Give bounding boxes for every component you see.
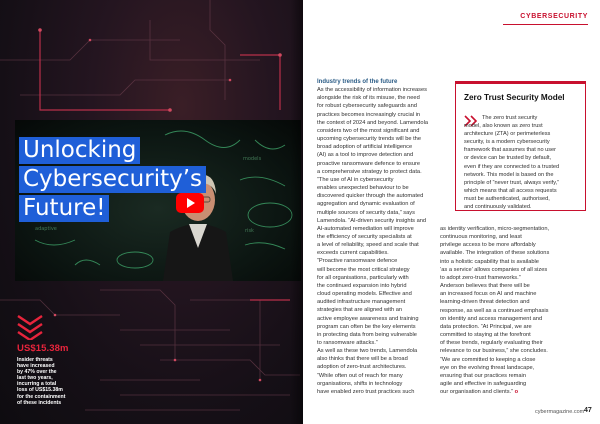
article-line: Anderson believes that there will be [440, 283, 530, 290]
article-line: continuous monitoring, and least [440, 234, 522, 241]
article-line: as identity verification, micro-segmentation, [440, 226, 550, 232]
article-line: the efficiency of security specialists at [317, 233, 412, 240]
article-line: organisations, shifts in technology [317, 380, 403, 387]
article-line: a level of reliability, speed and scale that [317, 242, 419, 249]
sidebar-line: even if they are connected to a trusted [464, 163, 560, 170]
stat-caption-line: of these incidents [17, 399, 62, 406]
article-line: into a holistic capability that is available [440, 258, 539, 265]
page-number: 47 [584, 407, 592, 414]
article-line: “While often out of reach for many [317, 372, 403, 379]
article-column-2 [440, 225, 576, 396]
article-line: also thinks that there will be a broad [317, 356, 408, 363]
article-column-1 [317, 78, 443, 396]
article-line: learning-driven threat detection and [440, 299, 530, 306]
video-thumbnail[interactable] [15, 120, 301, 281]
article-line: the context of 2024 and beyond. Lamendola [317, 119, 428, 126]
article-line: on identity and access management and [440, 315, 543, 322]
article-line: broad adoption of artificial intelligence [317, 144, 413, 151]
article-line: (AI) as a tool to improve detection and [317, 152, 414, 159]
article-line: proactive ransomware defence to ensure [317, 160, 421, 167]
stat-caption-line: loss of US$15.38m [17, 387, 63, 394]
article-line: practices becomes increasingly crucial in [317, 111, 421, 118]
sidebar-line: and continuously validated. [464, 204, 532, 211]
sidebar-line: which means that all access requests [464, 187, 557, 194]
youtube-play-icon[interactable] [176, 193, 204, 213]
stat-caption [17, 357, 83, 406]
video-title-line-2: Cybersecurity’s [19, 166, 206, 193]
stat-caption-line: by 47% over the [17, 369, 57, 376]
footer-url[interactable]: cybermagazine.com [535, 409, 585, 415]
article-line: will become the most critical strategy [317, 266, 410, 273]
article-line: our organisation and clients.” o [440, 389, 519, 396]
article-line: audited infrastructure management [317, 299, 406, 306]
article-line: active employee awareness and training [317, 315, 419, 322]
sidebar-line: model, also known as zero trust [464, 123, 543, 130]
stat-caption-line: for the containment [17, 393, 66, 400]
article-line: committed to staying at the forefront [440, 332, 531, 339]
sidebar-body [464, 114, 584, 211]
section-heading: Industry trends of the future [317, 79, 398, 85]
sidebar-line: or device can be trusted by default, [464, 155, 552, 162]
right-page [303, 0, 600, 424]
article-line: As the accessibility of information increases [317, 87, 428, 94]
zero-trust-sidebar [455, 81, 586, 211]
sidebar-title: Zero Trust Security Model [464, 93, 565, 102]
article-line: program can often be the key elements [317, 323, 416, 330]
article-line: upcoming cybersecurity trends will be the [317, 136, 422, 143]
article-line: relevance to our business,” she concludes. [440, 348, 548, 355]
stat-caption-line: last two years, [17, 375, 53, 382]
article-line: enables unexpected behaviour to be [317, 185, 409, 192]
article-line: the continued expansion into hybrid [317, 282, 407, 289]
article-line: As well as these two trends, Lamendola [317, 348, 418, 355]
sidebar-line: network. This model is based on the [464, 171, 554, 178]
end-of-article-mark: o [513, 389, 519, 396]
article-line: multiple sources of security data,” says [317, 209, 415, 216]
article-line: to adopt zero-trust frameworks.” [440, 274, 521, 281]
shield-chevron-icon [16, 310, 44, 340]
article-line: “The use of AI in cybersecurity [317, 176, 394, 183]
article-line: data protection. “At Principal, we are [440, 323, 532, 330]
article-line: ‘as a service’ allows companies of all sizes [440, 266, 548, 273]
article-line: for robust cybersecurity safeguards and [317, 103, 417, 110]
article-line: privilege access to be more affordably [440, 242, 536, 249]
svg-text:models: models [243, 156, 262, 162]
sidebar-line: architecture (ZTA) or perimeterless [464, 131, 551, 138]
article-line: an increased focus on AI and machine [440, 291, 537, 298]
article-line: response, as well as a continued emphasis [440, 307, 549, 314]
article-line: ensuring that our practices remain [440, 372, 526, 379]
video-title-line-1: Unlocking [19, 137, 140, 164]
article-line: Lamendola. “AI-driven security insights and [317, 217, 427, 224]
article-line: available. The integration of these solutions [440, 250, 550, 257]
sidebar-line: The zero trust security [482, 115, 538, 121]
article-line: have enabled zero trust practices such [317, 388, 415, 395]
sidebar-line: must be authenticated, authorised, [464, 195, 550, 202]
video-title-line-3: Future! [19, 195, 109, 222]
article-line: aggregation and dynamic evaluation of [317, 201, 415, 208]
article-line: “Proactive ransomware defence [317, 258, 398, 265]
article-line: AI-automated remediation will improve [317, 225, 414, 232]
article-line: of these trends, regularly evaluating their [440, 340, 543, 347]
sidebar-line: framework that assumes that no user [464, 147, 557, 154]
section-tag-rule [503, 24, 588, 25]
stat-value: US$15.38m [17, 343, 69, 354]
spine-shadow [290, 0, 303, 424]
article-line: to ransomware attacks.” [317, 340, 378, 346]
svg-text:risk: risk [245, 228, 254, 234]
stat-caption-line: incurring a total [17, 381, 57, 388]
article-line: eye on the evolving threat landscape, [440, 364, 535, 371]
article-line: adoption of zero-trust architectures. [317, 364, 407, 371]
article-line: agile and effective in safeguarding [440, 380, 527, 387]
article-line: exceeds current capabilities. [317, 250, 389, 257]
svg-text:adaptive: adaptive [35, 226, 57, 232]
article-line: cloud operating models. Effective and [317, 291, 412, 298]
article-line: a comprehensive strategy to protect data. [317, 168, 422, 175]
article-line: in protecting data from being vulnerable [317, 331, 417, 338]
sidebar-line: security, is a modern cybersecurity [464, 139, 550, 146]
sidebar-line: principle of “never trust, always verify,” [464, 179, 560, 186]
article-line: discovered quicker through the automated [317, 193, 424, 200]
section-tag: CYBERSECURITY [520, 13, 588, 20]
article-line: “We are committed to keeping a close [440, 356, 536, 363]
stat-caption-line: Insider threats [17, 357, 53, 363]
article-line: alongside the risk of its misuse, the need [317, 95, 420, 102]
stat-caption-line: have increased [17, 363, 55, 370]
stat-callout [16, 310, 78, 408]
article-line: strategies that are aligned with an [317, 307, 403, 314]
article-line: for all organisations, particularly with [317, 274, 409, 281]
article-line: considers two of the most significant and [317, 127, 420, 134]
